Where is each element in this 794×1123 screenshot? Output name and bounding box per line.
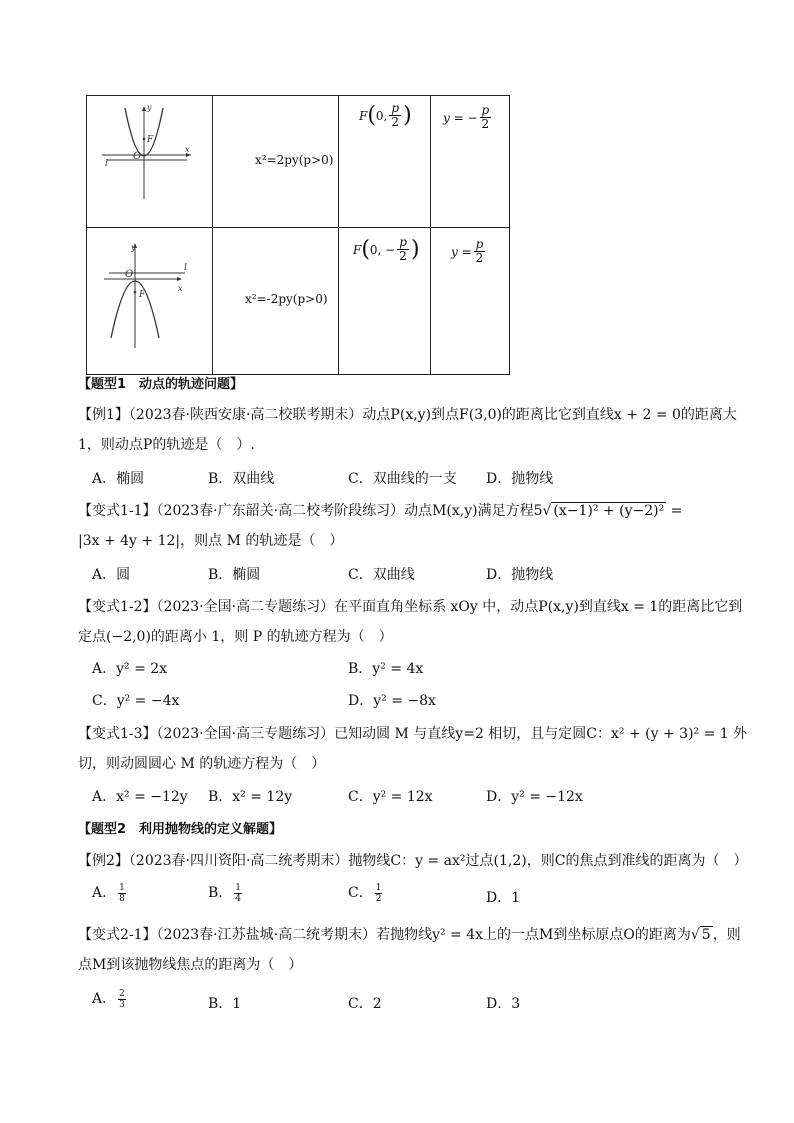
focus-num: p xyxy=(391,101,400,115)
option-b: B．1 xyxy=(208,996,242,1012)
standard-equation: x²=-2py(p>0) xyxy=(245,292,328,306)
directrix-prefix: y = − xyxy=(443,110,478,125)
variant-1-3-stem: 【变式1-3】（2023·全国·高三专题练习）已知动圆 M 与直线y=2 相切，且与定圆C：x² + (y + 3)² = 1 外 xyxy=(78,726,748,742)
focus-prefix: F xyxy=(353,242,362,257)
variant-1-3-stem-cont: 切，则动圆圆心 M 的轨迹方程为（ ） xyxy=(78,756,326,772)
graph-directrix-label: l xyxy=(105,159,108,169)
directrix-den: 2 xyxy=(475,251,484,265)
radicand: 5 xyxy=(701,927,711,943)
example-2-stem: 【例2】（2023春·四川资阳·高二统考期末）抛物线C：y = ax²过点(1,2)，则C的焦点到准线的距离为（ ） xyxy=(78,853,748,869)
option-d: D．抛物线 xyxy=(486,471,554,487)
focus-den: 2 xyxy=(391,115,400,129)
table-row xyxy=(87,96,510,228)
graph-directrix-label: l xyxy=(184,263,187,273)
option-a: A．圆 xyxy=(92,567,131,583)
table-row xyxy=(87,228,510,375)
section-title-1: 【题型1 动点的轨迹问题】 xyxy=(78,377,244,392)
option-c: C．双曲线的一支 xyxy=(348,471,457,487)
directrix-num: p xyxy=(475,237,484,251)
radical-sign: √ xyxy=(690,927,700,943)
focus-x: 0 xyxy=(375,108,384,123)
option-d: D．y² = −12x xyxy=(486,789,583,805)
option-c: C．y² = −4x xyxy=(92,693,180,709)
option-b: B．双曲线 xyxy=(208,471,275,487)
directrix-prefix: y = xyxy=(451,244,472,259)
option-c: C．双曲线 xyxy=(348,567,415,583)
parabola-properties-table xyxy=(86,95,510,375)
focus-prefix: F xyxy=(359,108,368,123)
option-d: D．y² = −8x xyxy=(348,693,436,709)
variant-1-2-stem: 【变式1-2】（2023·全国·高二专题练习）在平面直角坐标系 xOy 中，动点P(x,y)到直线x = 1的距离比它到 xyxy=(78,599,743,615)
option-a: A．x² = −12y xyxy=(92,789,188,805)
focus-num: p xyxy=(399,235,407,249)
radical-sign: √ xyxy=(542,503,552,519)
parabola-up-graph xyxy=(87,96,213,223)
graph-focus-label: F xyxy=(139,290,146,300)
directrix-den: 2 xyxy=(481,117,490,131)
variant-1-1-stem-cont: |3x + 4y + 12|，则点 M 的轨迹是（ ） xyxy=(78,533,344,549)
option-c: C． $\frac{1}{2}$ xyxy=(348,882,382,904)
radicand: (x−1)² + (y−2)² xyxy=(553,503,665,519)
equation-cell xyxy=(213,96,339,228)
example-1-stem: 【例1】（2023春·陕西安康·高二校联考期末）动点P(x,y)到点F(3,0)的距离比它到直线x + 2 = 0的距离大 xyxy=(78,407,737,423)
graph-origin-label: O xyxy=(125,269,134,280)
graph-x-label: x xyxy=(185,145,190,154)
example-1-stem-cont: 1，则动点P的轨迹是（ ）. xyxy=(78,437,255,453)
graph-x-label: x xyxy=(178,284,183,293)
option-d: D．抛物线 xyxy=(486,567,554,583)
option-c: C．2 xyxy=(348,996,382,1012)
option-a: A． $\frac{2}{3}$ xyxy=(92,988,125,1010)
equation-cell xyxy=(213,228,339,375)
focus-x: 0, − xyxy=(369,242,396,257)
graph-cell xyxy=(87,96,213,228)
option-b: B．椭圆 xyxy=(208,567,261,583)
option-c: C．y² = 12x xyxy=(348,789,433,805)
directrix-num: p xyxy=(481,103,490,117)
section-title-2: 【题型2 利用抛物线的定义解题】 xyxy=(78,822,283,837)
parabola-down-graph xyxy=(87,228,213,370)
option-a: A．椭圆 xyxy=(92,471,145,487)
option-d: D．1 xyxy=(486,890,521,906)
standard-equation: x²=2py(p>0) xyxy=(255,153,334,167)
variant-1-1-stem: 【变式1-1】（2023春·广东韶关·高二校考阶段练习）动点M(x,y)满足方程5√ (x−1)² + (y−2)² = xyxy=(78,503,683,519)
option-b: B． $\frac{1}{4}$ xyxy=(208,882,242,904)
graph-y-label: y xyxy=(147,103,152,112)
focus-coordinates: F ( 0 , $\frac{p}{2}$ ) xyxy=(359,101,412,129)
directrix-equation xyxy=(451,238,487,265)
focus-cell xyxy=(339,96,431,228)
directrix-cell xyxy=(431,96,510,228)
graph-origin-label: O xyxy=(133,151,142,162)
graph-y-label: y xyxy=(131,243,136,252)
focus-cell xyxy=(339,228,431,375)
option-d: D．3 xyxy=(486,996,521,1012)
variant-1-2-stem-cont: 定点(−2,0)的距离小 1，则 P 的轨迹方程为（ ） xyxy=(78,629,393,645)
graph-focus-label: F xyxy=(147,135,154,145)
option-b: B．x² = 12y xyxy=(208,789,293,805)
directrix-equation xyxy=(443,104,493,131)
option-a: A．y² = 2x xyxy=(92,661,168,677)
variant-2-1-stem-cont: 点M到该抛物线焦点的距离为（ ） xyxy=(78,957,303,973)
focus-coordinates: F ( 0, − $\frac{p}{2}$ ) xyxy=(353,235,420,263)
variant-2-1-stem: 【变式2-1】（2023春·江苏盐城·高二统考期末）若抛物线y² = 4x上的一点M到坐标原点O的距离为√ 5 ，则 xyxy=(78,927,741,943)
option-b: B．y² = 4x xyxy=(348,661,424,677)
directrix-cell xyxy=(431,228,510,375)
graph-cell xyxy=(87,228,213,375)
option-a: A． $\frac{1}{8}$ xyxy=(92,882,125,904)
focus-den: 2 xyxy=(399,249,407,263)
